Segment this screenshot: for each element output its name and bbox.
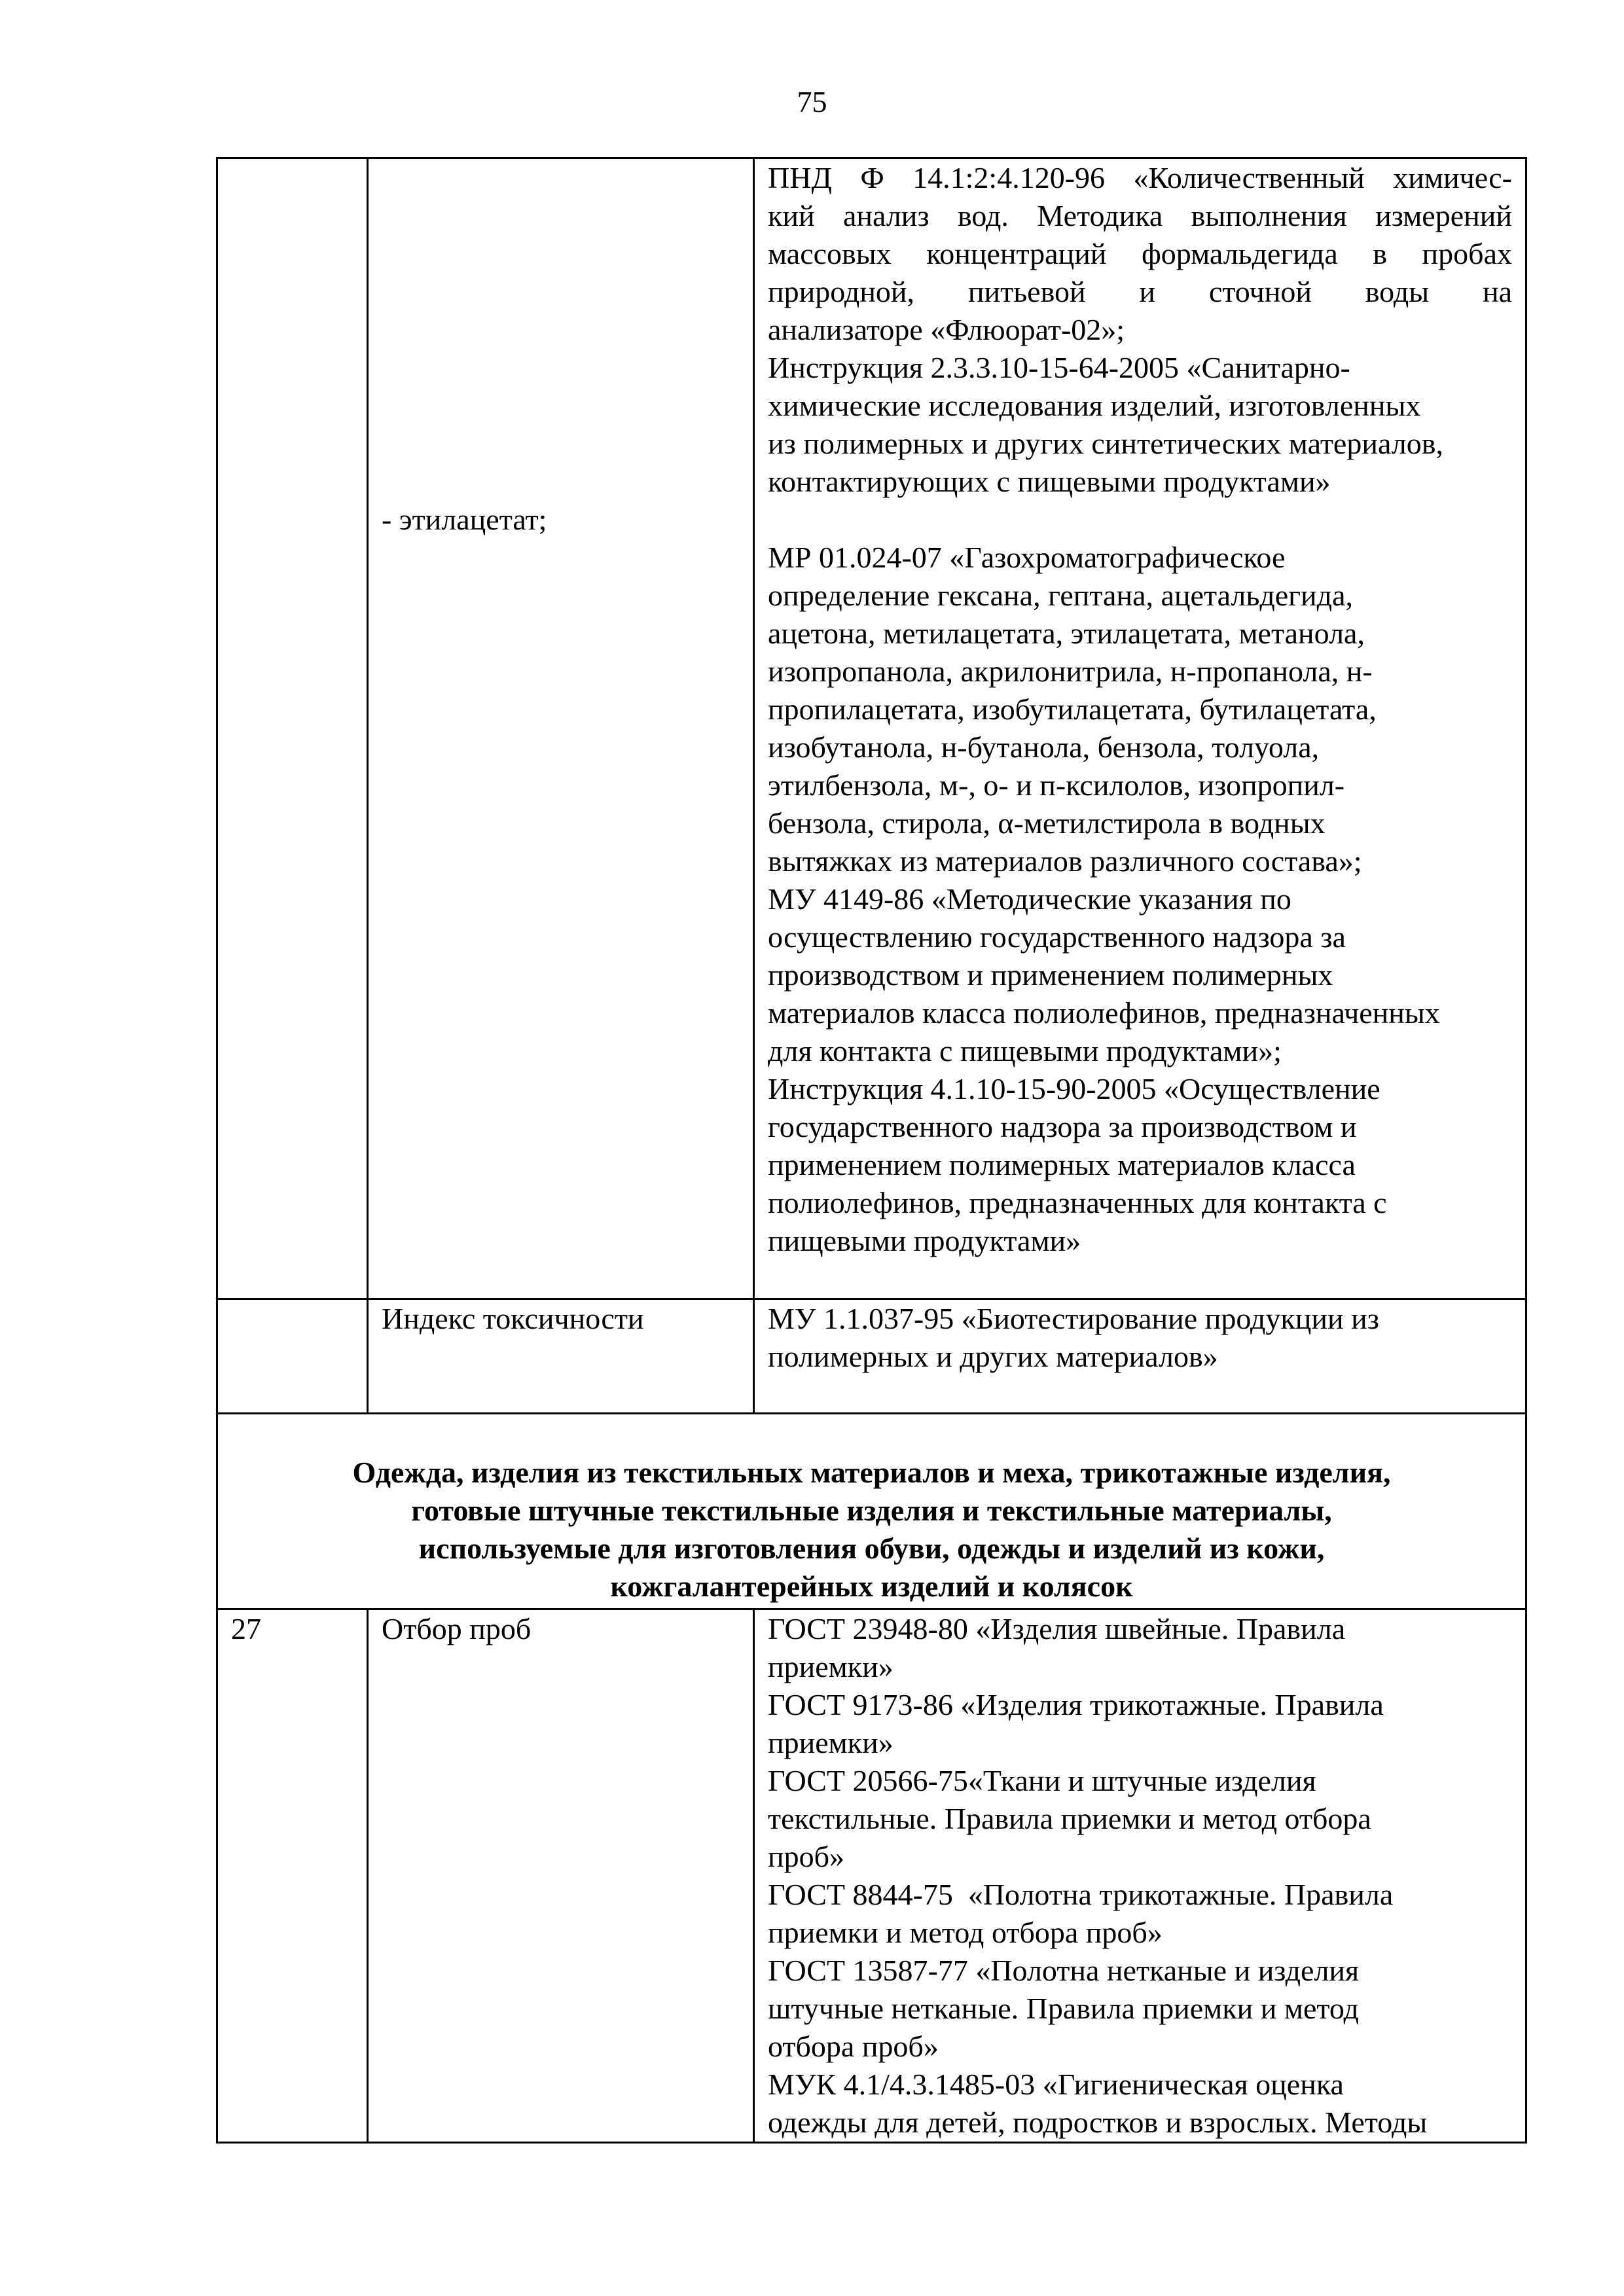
section-heading <box>217 1414 1526 1609</box>
method-line: материалов класса полиолефинов, предназначенных <box>768 996 1440 1030</box>
method-line: этилбензола, м-, о- и п-ксилолов, изопропил- <box>768 768 1345 802</box>
method-line: государственного надзора за производством и <box>768 1110 1357 1143</box>
method-line: пищевыми продуктами» <box>768 1224 1081 1257</box>
method-line: вытяжках из материалов различного состава»; <box>768 844 1362 878</box>
method-line: отбора проб» <box>768 2030 939 2063</box>
method-line: приемки» <box>768 1650 893 1683</box>
indicator-cell: Индекс токсичности <box>368 1299 754 1414</box>
method-line: химические исследования изделий, изготовленных <box>768 389 1421 422</box>
method-line: определение гексана, гептана, ацетальдегида, <box>768 579 1353 612</box>
method-line: ГОСТ 9173-86 «Изделия трикотажные. Правила <box>768 1688 1384 1721</box>
method-line: ПНД Ф 14.1:2:4.120-96 «Количественный химичес- <box>768 161 1512 194</box>
method-line: изопропанола, акрилонитрила, н-пропанола, н- <box>768 655 1373 688</box>
method-line: производством и применением полимерных <box>768 958 1333 992</box>
method-line: ГОСТ 13587-77 «Полотна нетканые и изделия <box>768 1954 1360 1987</box>
method-line: МУ 1.1.037-95 «Биотестирование продукции из <box>768 1302 1379 1335</box>
section-heading-line: кожгалантерейных изделий и колясок <box>610 1570 1133 1603</box>
table-row <box>217 1299 1526 1414</box>
row-number-cell <box>217 1299 368 1414</box>
method-line: одежды для детей, подростков и взрослых. Методы <box>768 2106 1428 2139</box>
page-number: 75 <box>797 85 827 118</box>
method-cell <box>754 1609 1526 2143</box>
row-number-cell: 27 <box>217 1609 368 2143</box>
section-heading-line: готовые штучные текстильные изделия и текстильные материалы, <box>411 1494 1332 1527</box>
method-line: для контакта с пищевыми продуктами»; <box>768 1034 1282 1067</box>
table-row <box>217 158 1526 1299</box>
method-line: из полимерных и других синтетических материалов, <box>768 427 1443 460</box>
section-heading-line: Одежда, изделия из текстильных материалов и меха, трикотажные изделия, <box>352 1456 1391 1489</box>
method-line: Инструкция 4.1.10-15-90-2005 «Осуществление <box>768 1072 1380 1105</box>
method-line: массовых концентраций формальдегида в пробах <box>768 237 1512 270</box>
table-row <box>217 1609 1526 2143</box>
method-line: штучные нетканые. Правила приемки и метод <box>768 1992 1359 2025</box>
section-heading-line: используемые для изготовления обуви, одежды и изделий из кожи, <box>418 1532 1325 1565</box>
method-line: Инструкция 2.3.3.10-15-64-2005 «Санитарно- <box>768 351 1350 384</box>
indicator-text: - этилацетат; <box>382 503 547 536</box>
methods-table <box>216 157 1527 2144</box>
method-line: применением полимерных материалов класса <box>768 1148 1356 1181</box>
method-line: ацетона, метилацетата, этилацетата, метанола, <box>768 617 1365 650</box>
method-line: ГОСТ 20566-75«Ткани и штучные изделия <box>768 1764 1316 1797</box>
indicator-cell: Отбор проб <box>368 1609 754 2143</box>
method-line: пропилацетата, изобутилацетата, бутилацетата, <box>768 692 1377 726</box>
method-line: ГОСТ 23948-80 «Изделия швейные. Правила <box>768 1612 1346 1645</box>
row-number-cell <box>217 158 368 1299</box>
method-line: ГОСТ 8844-75 «Полотна трикотажные. Правила <box>768 1878 1394 1911</box>
method-cell <box>754 158 1526 1299</box>
method-line: приемки» <box>768 1726 893 1759</box>
section-row <box>217 1414 1526 1609</box>
method-line: бензола, стирола, α-метилстирола в водных <box>768 806 1326 840</box>
method-line: изобутанола, н-бутанола, бензола, толуола, <box>768 730 1320 764</box>
method-line: природной, питьевой и сточной воды на <box>768 275 1512 308</box>
method-line: осуществлению государственного надзора за <box>768 920 1346 954</box>
method-line: анализаторе «Флюорат-02»; <box>768 313 1125 346</box>
method-line: проб» <box>768 1840 845 1873</box>
method-line: текстильные. Правила приемки и метод отбора <box>768 1802 1371 1835</box>
indicator-cell <box>368 158 754 1299</box>
method-line: МР 01.024-07 «Газохроматографическое <box>768 541 1286 574</box>
method-cell <box>754 1299 1526 1414</box>
method-line: МУК 4.1/4.3.1485-03 «Гигиеническая оценка <box>768 2068 1344 2101</box>
method-line: МУ 4149-86 «Методические указания по <box>768 882 1291 916</box>
method-line: приемки и метод отбора проб» <box>768 1916 1163 1949</box>
method-line: кий анализ вод. Методика выполнения измерений <box>768 199 1512 232</box>
method-line: полимерных и других материалов» <box>768 1340 1218 1373</box>
method-line: контактирующих с пищевыми продуктами» <box>768 465 1331 498</box>
method-line: полиолефинов, предназначенных для контакта с <box>768 1186 1387 1219</box>
